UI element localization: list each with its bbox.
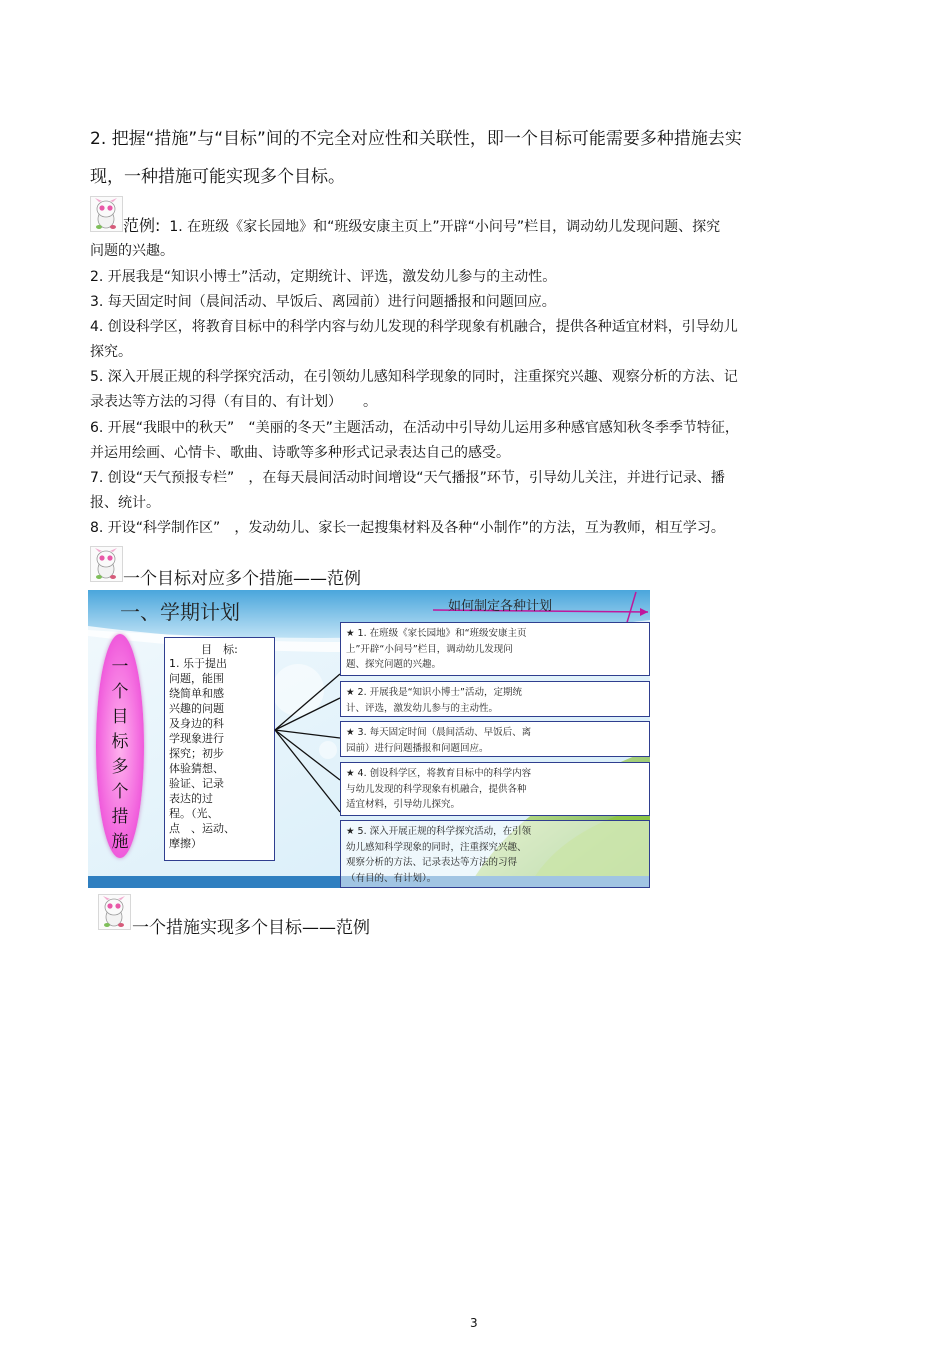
goal-line: 程。（光、 [169, 807, 219, 820]
goal-line: 学现象进行 [169, 732, 224, 745]
page-number: 3 [470, 1316, 478, 1330]
goal-line: 体验猜想、 [169, 762, 224, 775]
measure-line: ★ 1. 在班级《家长园地》和“班级安康主页 [346, 628, 527, 639]
measure-line: ★ 5. 深入开展正规的科学探究活动，在引领 [346, 826, 532, 837]
connector-line [275, 674, 340, 730]
example-line-6: 探究。 [90, 344, 132, 360]
goal-line: 摩擦） [169, 837, 202, 850]
slide-subtitle: 如何制定各种计划 [448, 599, 553, 614]
goal-line: 点 、运动、 [169, 822, 235, 835]
heading-line-1: 2. 把握“措施”与“目标”间的不完全对应性和关联性，即一个目标可能需要多种措施去实 [90, 129, 742, 149]
slide-title: 一、学期计划 [120, 600, 240, 624]
example-line-10: 并运用绘画、心情卡、歌曲、诗歌等多种形式记录表达自己的感受。 [90, 445, 510, 461]
measure-box-2 [340, 681, 650, 717]
goal-heading: 目 标: [201, 643, 238, 656]
goal-line: 探究；初步 [169, 747, 224, 760]
oval-char: 个 [111, 682, 129, 702]
oval-char: 多 [111, 757, 129, 777]
goal-line: 问题，能围 [169, 672, 224, 685]
mascot-icon [90, 196, 123, 232]
example-line-4: 3. 每天固定时间（晨间活动、早饭后、离园前）进行问题播报和问题回应。 [90, 294, 556, 310]
goal-line: 验证、记录 [169, 777, 224, 790]
goal-line: 绕简单和感 [169, 687, 224, 700]
measure-line: 幼儿感知科学现象的同时，注重探究兴趣、 [346, 841, 527, 853]
measure-line: ★ 4. 创设科学区，将教育目标中的科学内容 [346, 768, 532, 779]
mascot-icon [90, 546, 123, 582]
goal-line: 表达的过 [169, 792, 213, 805]
oval-char: 一 [111, 657, 129, 677]
example-line-7: 5. 深入开展正规的科学探究活动，在引领幼儿感知科学现象的同时，注重探究兴趣、观察分析的方法、记 [90, 369, 738, 385]
example-line-8: 录表达等方法的习得（有目的、有计划） 。 [90, 394, 377, 410]
measure-box-3 [340, 721, 650, 757]
goal-line: 1. 乐于提出 [169, 657, 227, 670]
example-line-13: 8. 开设“科学制作区” ，发动幼儿、家长一起搜集材料及各种“小制作”的方法，互为教师，相互学习。 [90, 520, 725, 536]
example-line-1: 1. 在班级《家长园地》和“班级安康主页上”开辟“小问号”栏目，调动幼儿发现问题、探究 [169, 219, 721, 235]
measure-line: （有目的、有计划）。 [346, 872, 437, 884]
measure-box-4 [340, 762, 650, 816]
connector-line [275, 730, 340, 812]
oval-char: 个 [111, 782, 129, 802]
example-line-11: 7. 创设“天气预报专栏” ，在每天晨间活动时间增设“天气播报”环节，引导幼儿关注，并进行记录、播 [90, 470, 725, 486]
measure-line: 题、探究问题的兴趣。 [346, 659, 442, 670]
measure-line: 上”开辟“小问号”栏目，调动幼儿发现问 [346, 643, 513, 655]
oval-char: 标 [111, 732, 129, 752]
measure-line: ★ 3. 每天固定时间（晨间活动、早饭后、离 [346, 727, 532, 738]
section-caption-one-goal: 一个目标对应多个措施——范例 [123, 569, 361, 589]
example-line-12: 报、统计。 [90, 495, 160, 511]
goal-line: 及身边的科 [169, 717, 224, 730]
mascot-icon [98, 894, 131, 930]
measure-line: 园前）进行问题播报和问题回应。 [346, 742, 489, 754]
oval-char: 措 [111, 807, 129, 827]
measure-line: 与幼儿发现的科学现象有机融合，提供各种 [346, 783, 527, 795]
measure-line: 观察分析的方法、记录表达等方法的习得 [346, 857, 518, 868]
example-line-5: 4. 创设科学区，将教育目标中的科学内容与幼儿发现的科学现象有机融合，提供各种适宜材料，引导幼儿 [90, 319, 738, 335]
example-line-3: 2. 开展我是“知识小博士”活动，定期统计、评选，激发幼儿参与的主动性。 [90, 269, 557, 285]
oval-char: 目 [111, 707, 129, 727]
measure-line: ★ 2. 开展我是“知识小博士”活动，定期统 [346, 687, 522, 698]
measure-line: 计、评选，激发幼儿参与的主动性。 [346, 702, 499, 714]
section-caption-one-measure: 一个措施实现多个目标——范例 [132, 918, 370, 938]
measure-box-1 [340, 622, 650, 676]
example-line-9: 6. 开展“我眼中的秋天” “美丽的冬天”主题活动，在活动中引导幼儿运用多种感官感知秋冬季季节特征， [90, 420, 739, 436]
example-lead-label: 范例: [123, 216, 161, 235]
connector-line [275, 730, 340, 780]
plan-slide [88, 590, 650, 888]
example-line-2: 问题的兴趣。 [90, 243, 174, 259]
measure-box-5 [340, 820, 650, 888]
oval-char: 施 [111, 832, 129, 852]
heading-line-2: 现，一种措施可能实现多个目标。 [90, 167, 345, 187]
example-label [123, 213, 720, 240]
goal-line: 兴趣的问题 [169, 702, 224, 715]
measure-line: 适宜材料，引导幼儿探究。 [346, 799, 461, 810]
